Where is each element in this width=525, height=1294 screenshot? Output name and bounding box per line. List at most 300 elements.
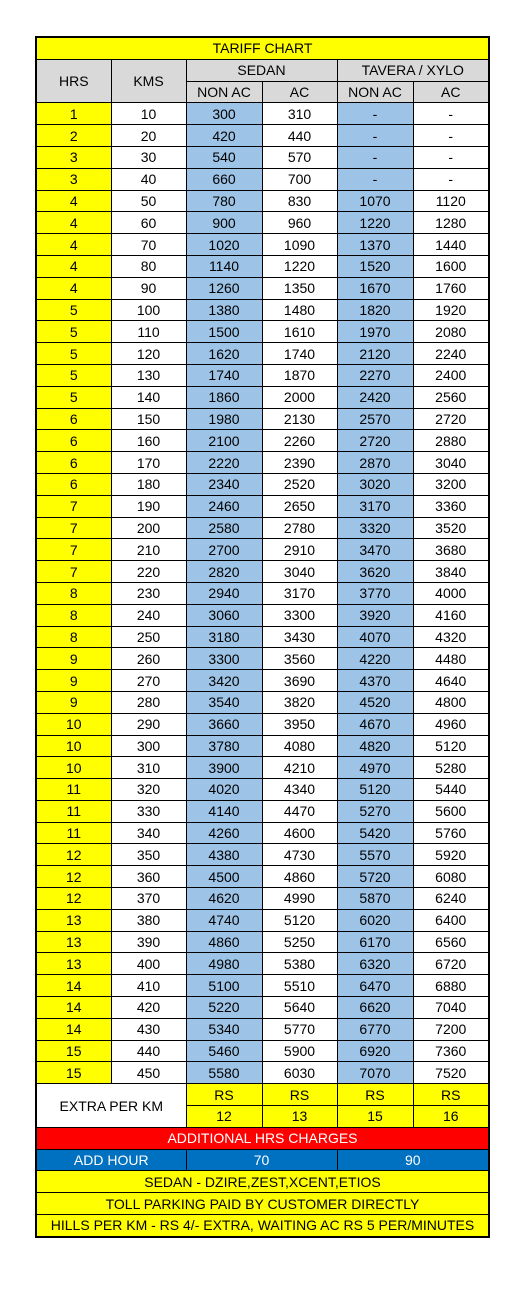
table-row bbox=[36, 517, 489, 539]
cell-hrs: 5 bbox=[36, 299, 111, 321]
cell-kms: 160 bbox=[111, 430, 186, 452]
cell-tavera-non-ac: 6320 bbox=[337, 953, 413, 975]
cell-hrs: 9 bbox=[36, 648, 111, 670]
cell-tavera-non-ac: 1670 bbox=[337, 277, 413, 299]
cell-kms: 440 bbox=[111, 1040, 186, 1062]
cell-kms: 110 bbox=[111, 321, 186, 343]
cell-tavera-non-ac: 4970 bbox=[337, 757, 413, 779]
cell-sedan-ac: 700 bbox=[262, 168, 337, 190]
cell-tavera-ac: 6240 bbox=[413, 888, 489, 910]
cell-sedan-non-ac: 1140 bbox=[186, 255, 262, 277]
cell-sedan-ac: 4340 bbox=[262, 779, 337, 801]
cell-sedan-ac: 3040 bbox=[262, 561, 337, 583]
table-row bbox=[36, 670, 489, 692]
table-row bbox=[36, 430, 489, 452]
chart-title: TARIFF CHART bbox=[36, 37, 489, 59]
cell-tavera-ac: - bbox=[413, 146, 489, 168]
cell-hrs: 4 bbox=[36, 234, 111, 256]
cell-tavera-non-ac: 7070 bbox=[337, 1062, 413, 1084]
cell-sedan-ac: 2260 bbox=[262, 430, 337, 452]
cell-tavera-non-ac: 1970 bbox=[337, 321, 413, 343]
cell-tavera-ac: 3360 bbox=[413, 495, 489, 517]
table-row bbox=[36, 1062, 489, 1084]
cell-hrs: 11 bbox=[36, 822, 111, 844]
cell-sedan-non-ac: 5580 bbox=[186, 1062, 262, 1084]
cell-tavera-non-ac: 1820 bbox=[337, 299, 413, 321]
cell-sedan-non-ac: 2940 bbox=[186, 582, 262, 604]
cell-sedan-non-ac: 3300 bbox=[186, 648, 262, 670]
table-row bbox=[36, 931, 489, 953]
cell-tavera-non-ac: 6020 bbox=[337, 909, 413, 931]
extra-currency: RS bbox=[413, 1084, 489, 1106]
table-row bbox=[36, 190, 489, 212]
cell-sedan-ac: 3430 bbox=[262, 626, 337, 648]
table-row bbox=[36, 909, 489, 931]
cell-sedan-ac: 5510 bbox=[262, 975, 337, 997]
cell-kms: 420 bbox=[111, 997, 186, 1019]
cell-tavera-non-ac: 5720 bbox=[337, 866, 413, 888]
cell-kms: 80 bbox=[111, 255, 186, 277]
header-tavera-ac: AC bbox=[413, 81, 489, 103]
cell-sedan-ac: 2520 bbox=[262, 473, 337, 495]
cell-tavera-ac: 1280 bbox=[413, 212, 489, 234]
cell-tavera-ac: 7200 bbox=[413, 1018, 489, 1040]
cell-tavera-non-ac: 3470 bbox=[337, 539, 413, 561]
table-row bbox=[36, 561, 489, 583]
cell-tavera-non-ac: 1220 bbox=[337, 212, 413, 234]
table-row bbox=[36, 604, 489, 626]
cell-sedan-non-ac: 4020 bbox=[186, 779, 262, 801]
cell-hrs: 10 bbox=[36, 757, 111, 779]
cell-tavera-non-ac: 1070 bbox=[337, 190, 413, 212]
cell-hrs: 2 bbox=[36, 125, 111, 147]
cell-kms: 270 bbox=[111, 670, 186, 692]
cell-sedan-non-ac: 1980 bbox=[186, 408, 262, 430]
extra-value-sedan-non-ac: 12 bbox=[186, 1106, 262, 1128]
table-row bbox=[36, 386, 489, 408]
header-hrs: HRS bbox=[36, 59, 111, 103]
cell-kms: 360 bbox=[111, 866, 186, 888]
cell-sedan-non-ac: 3180 bbox=[186, 626, 262, 648]
cell-sedan-non-ac: 900 bbox=[186, 212, 262, 234]
table-row bbox=[36, 168, 489, 190]
table-row bbox=[36, 277, 489, 299]
cell-sedan-ac: 5770 bbox=[262, 1018, 337, 1040]
cell-kms: 280 bbox=[111, 691, 186, 713]
cell-sedan-non-ac: 3900 bbox=[186, 757, 262, 779]
cell-hrs: 13 bbox=[36, 909, 111, 931]
cell-sedan-ac: 5640 bbox=[262, 997, 337, 1019]
cell-tavera-non-ac: - bbox=[337, 125, 413, 147]
cell-sedan-ac: 3690 bbox=[262, 670, 337, 692]
cell-tavera-ac: 7360 bbox=[413, 1040, 489, 1062]
table-row bbox=[36, 125, 489, 147]
table-row bbox=[36, 452, 489, 474]
cell-sedan-non-ac: 300 bbox=[186, 103, 262, 125]
cell-sedan-non-ac: 4740 bbox=[186, 909, 262, 931]
header-sedan-ac: AC bbox=[262, 81, 337, 103]
table-row bbox=[36, 299, 489, 321]
cell-tavera-ac: 6560 bbox=[413, 931, 489, 953]
cell-sedan-non-ac: 1260 bbox=[186, 277, 262, 299]
table-row bbox=[36, 364, 489, 386]
cell-tavera-ac: 2560 bbox=[413, 386, 489, 408]
cell-kms: 240 bbox=[111, 604, 186, 626]
cell-sedan-non-ac: 2580 bbox=[186, 517, 262, 539]
cell-kms: 340 bbox=[111, 822, 186, 844]
cell-hrs: 14 bbox=[36, 997, 111, 1019]
cell-sedan-non-ac: 1020 bbox=[186, 234, 262, 256]
table-row bbox=[36, 234, 489, 256]
cell-kms: 140 bbox=[111, 386, 186, 408]
cell-hrs: 11 bbox=[36, 779, 111, 801]
cell-tavera-non-ac: 1370 bbox=[337, 234, 413, 256]
cell-tavera-non-ac: 4520 bbox=[337, 691, 413, 713]
table-row bbox=[36, 321, 489, 343]
cell-sedan-ac: 5250 bbox=[262, 931, 337, 953]
table-row bbox=[36, 866, 489, 888]
cell-sedan-ac: 3560 bbox=[262, 648, 337, 670]
cell-sedan-non-ac: 3060 bbox=[186, 604, 262, 626]
cell-sedan-ac: 4990 bbox=[262, 888, 337, 910]
cell-sedan-non-ac: 4980 bbox=[186, 953, 262, 975]
additional-hrs-banner: ADDITIONAL HRS CHARGES bbox=[36, 1127, 489, 1149]
cell-sedan-ac: 4730 bbox=[262, 844, 337, 866]
cell-sedan-ac: 2130 bbox=[262, 408, 337, 430]
cell-sedan-non-ac: 1740 bbox=[186, 364, 262, 386]
cell-sedan-non-ac: 2340 bbox=[186, 473, 262, 495]
cell-sedan-ac: 2000 bbox=[262, 386, 337, 408]
cell-tavera-non-ac: - bbox=[337, 146, 413, 168]
cell-kms: 300 bbox=[111, 735, 186, 757]
table-row bbox=[36, 779, 489, 801]
cell-hrs: 4 bbox=[36, 190, 111, 212]
cell-sedan-ac: 1220 bbox=[262, 255, 337, 277]
cell-sedan-non-ac: 1500 bbox=[186, 321, 262, 343]
table-row bbox=[36, 1018, 489, 1040]
cell-hrs: 15 bbox=[36, 1062, 111, 1084]
cell-hrs: 14 bbox=[36, 975, 111, 997]
cell-sedan-non-ac: 3660 bbox=[186, 713, 262, 735]
cell-hrs: 3 bbox=[36, 146, 111, 168]
table-row bbox=[36, 103, 489, 125]
cell-sedan-non-ac: 4140 bbox=[186, 800, 262, 822]
cell-sedan-ac: 830 bbox=[262, 190, 337, 212]
cell-sedan-non-ac: 2460 bbox=[186, 495, 262, 517]
table-row bbox=[36, 975, 489, 997]
cell-tavera-ac: 2240 bbox=[413, 343, 489, 365]
cell-tavera-ac: 3520 bbox=[413, 517, 489, 539]
cell-tavera-non-ac: 3170 bbox=[337, 495, 413, 517]
cell-kms: 100 bbox=[111, 299, 186, 321]
cell-tavera-ac: 3840 bbox=[413, 561, 489, 583]
cell-sedan-ac: 4860 bbox=[262, 866, 337, 888]
cell-hrs: 6 bbox=[36, 452, 111, 474]
cell-tavera-non-ac: 4070 bbox=[337, 626, 413, 648]
cell-hrs: 8 bbox=[36, 626, 111, 648]
cell-kms: 130 bbox=[111, 364, 186, 386]
cell-tavera-ac: 4800 bbox=[413, 691, 489, 713]
cell-kms: 290 bbox=[111, 713, 186, 735]
cell-tavera-ac: 4640 bbox=[413, 670, 489, 692]
cell-sedan-ac: 440 bbox=[262, 125, 337, 147]
cell-sedan-ac: 3300 bbox=[262, 604, 337, 626]
cell-tavera-ac: 1440 bbox=[413, 234, 489, 256]
cell-hrs: 5 bbox=[36, 364, 111, 386]
cell-sedan-ac: 3950 bbox=[262, 713, 337, 735]
extra-value-tavera-non-ac: 15 bbox=[337, 1106, 413, 1128]
table-row bbox=[36, 844, 489, 866]
cell-tavera-ac: 6400 bbox=[413, 909, 489, 931]
table-row bbox=[36, 757, 489, 779]
cell-sedan-non-ac: 5340 bbox=[186, 1018, 262, 1040]
cell-tavera-ac: 3200 bbox=[413, 473, 489, 495]
cell-sedan-non-ac: 5460 bbox=[186, 1040, 262, 1062]
cell-sedan-ac: 570 bbox=[262, 146, 337, 168]
cell-hrs: 5 bbox=[36, 343, 111, 365]
cell-hrs: 12 bbox=[36, 888, 111, 910]
cell-tavera-non-ac: 3770 bbox=[337, 582, 413, 604]
cell-sedan-ac: 2390 bbox=[262, 452, 337, 474]
cell-tavera-non-ac: - bbox=[337, 168, 413, 190]
cell-sedan-non-ac: 3420 bbox=[186, 670, 262, 692]
cell-sedan-non-ac: 1380 bbox=[186, 299, 262, 321]
cell-hrs: 6 bbox=[36, 430, 111, 452]
cell-tavera-non-ac: 4370 bbox=[337, 670, 413, 692]
cell-tavera-ac: - bbox=[413, 103, 489, 125]
extra-value-sedan-ac: 13 bbox=[262, 1106, 337, 1128]
cell-hrs: 6 bbox=[36, 408, 111, 430]
cell-hrs: 6 bbox=[36, 473, 111, 495]
cell-tavera-non-ac: 2720 bbox=[337, 430, 413, 452]
cell-sedan-non-ac: 3780 bbox=[186, 735, 262, 757]
extra-currency: RS bbox=[337, 1084, 413, 1106]
cell-tavera-ac: 7040 bbox=[413, 997, 489, 1019]
add-hour-label: ADD HOUR bbox=[36, 1149, 186, 1171]
cell-kms: 370 bbox=[111, 888, 186, 910]
table-row bbox=[36, 146, 489, 168]
extra-value-tavera-ac: 16 bbox=[413, 1106, 489, 1128]
table-row bbox=[36, 1040, 489, 1062]
cell-kms: 20 bbox=[111, 125, 186, 147]
cell-sedan-non-ac: 2820 bbox=[186, 561, 262, 583]
cell-tavera-non-ac: 5120 bbox=[337, 779, 413, 801]
cell-sedan-ac: 4470 bbox=[262, 800, 337, 822]
cell-tavera-ac: 1920 bbox=[413, 299, 489, 321]
cell-hrs: 7 bbox=[36, 539, 111, 561]
cell-hrs: 10 bbox=[36, 713, 111, 735]
cell-tavera-ac: 4320 bbox=[413, 626, 489, 648]
cell-tavera-non-ac: 6170 bbox=[337, 931, 413, 953]
cell-sedan-ac: 4210 bbox=[262, 757, 337, 779]
cell-tavera-non-ac: 3020 bbox=[337, 473, 413, 495]
header-sedan: SEDAN bbox=[186, 59, 337, 81]
cell-sedan-non-ac: 4380 bbox=[186, 844, 262, 866]
cell-kms: 150 bbox=[111, 408, 186, 430]
table-row bbox=[36, 953, 489, 975]
cell-sedan-ac: 1090 bbox=[262, 234, 337, 256]
cell-hrs: 8 bbox=[36, 582, 111, 604]
cell-tavera-non-ac: 5570 bbox=[337, 844, 413, 866]
table-row bbox=[36, 343, 489, 365]
cell-sedan-non-ac: 540 bbox=[186, 146, 262, 168]
cell-tavera-ac: 5440 bbox=[413, 779, 489, 801]
cell-hrs: 1 bbox=[36, 103, 111, 125]
cell-hrs: 10 bbox=[36, 735, 111, 757]
cell-hrs: 11 bbox=[36, 800, 111, 822]
cell-sedan-ac: 960 bbox=[262, 212, 337, 234]
cell-sedan-non-ac: 5220 bbox=[186, 997, 262, 1019]
cell-tavera-non-ac: 6770 bbox=[337, 1018, 413, 1040]
cell-tavera-non-ac: 5270 bbox=[337, 800, 413, 822]
cell-hrs: 9 bbox=[36, 691, 111, 713]
cell-tavera-ac: 2400 bbox=[413, 364, 489, 386]
table-row bbox=[36, 212, 489, 234]
cell-hrs: 4 bbox=[36, 255, 111, 277]
cell-kms: 380 bbox=[111, 909, 186, 931]
cell-hrs: 3 bbox=[36, 168, 111, 190]
table-row bbox=[36, 997, 489, 1019]
cell-sedan-non-ac: 1860 bbox=[186, 386, 262, 408]
cell-kms: 170 bbox=[111, 452, 186, 474]
cell-sedan-ac: 1480 bbox=[262, 299, 337, 321]
cell-kms: 70 bbox=[111, 234, 186, 256]
cell-kms: 10 bbox=[111, 103, 186, 125]
cell-sedan-ac: 5120 bbox=[262, 909, 337, 931]
cell-tavera-ac: 2720 bbox=[413, 408, 489, 430]
cell-tavera-non-ac: 6620 bbox=[337, 997, 413, 1019]
cell-kms: 230 bbox=[111, 582, 186, 604]
cell-hrs: 8 bbox=[36, 604, 111, 626]
add-hour-sedan: 70 bbox=[186, 1149, 337, 1171]
cell-tavera-non-ac: 2420 bbox=[337, 386, 413, 408]
cell-tavera-ac: 5760 bbox=[413, 822, 489, 844]
cell-kms: 60 bbox=[111, 212, 186, 234]
cell-tavera-non-ac: 3920 bbox=[337, 604, 413, 626]
table-row bbox=[36, 626, 489, 648]
cell-hrs: 13 bbox=[36, 931, 111, 953]
cell-sedan-non-ac: 2700 bbox=[186, 539, 262, 561]
cell-kms: 320 bbox=[111, 779, 186, 801]
table-row bbox=[36, 473, 489, 495]
cell-kms: 450 bbox=[111, 1062, 186, 1084]
cell-sedan-ac: 6030 bbox=[262, 1062, 337, 1084]
cell-kms: 190 bbox=[111, 495, 186, 517]
cell-sedan-non-ac: 660 bbox=[186, 168, 262, 190]
cell-kms: 390 bbox=[111, 931, 186, 953]
cell-tavera-non-ac: 2120 bbox=[337, 343, 413, 365]
header-tavera-non-ac: NON AC bbox=[337, 81, 413, 103]
cell-sedan-non-ac: 4500 bbox=[186, 866, 262, 888]
cell-tavera-ac: 2080 bbox=[413, 321, 489, 343]
table-row bbox=[36, 735, 489, 757]
cell-sedan-non-ac: 780 bbox=[186, 190, 262, 212]
cell-sedan-non-ac: 1620 bbox=[186, 343, 262, 365]
cell-tavera-non-ac: 5870 bbox=[337, 888, 413, 910]
cell-hrs: 13 bbox=[36, 953, 111, 975]
cell-tavera-ac: 5600 bbox=[413, 800, 489, 822]
cell-tavera-non-ac: 3320 bbox=[337, 517, 413, 539]
cell-sedan-ac: 4600 bbox=[262, 822, 337, 844]
cell-hrs: 5 bbox=[36, 386, 111, 408]
cell-sedan-ac: 1610 bbox=[262, 321, 337, 343]
cell-tavera-ac: 6080 bbox=[413, 866, 489, 888]
cell-kms: 120 bbox=[111, 343, 186, 365]
cell-kms: 260 bbox=[111, 648, 186, 670]
cell-tavera-non-ac: - bbox=[337, 103, 413, 125]
cell-tavera-ac: 5920 bbox=[413, 844, 489, 866]
table-row bbox=[36, 648, 489, 670]
header-sedan-non-ac: NON AC bbox=[186, 81, 262, 103]
table-row bbox=[36, 495, 489, 517]
table-row bbox=[36, 408, 489, 430]
cell-sedan-ac: 1740 bbox=[262, 343, 337, 365]
cell-tavera-ac: 4480 bbox=[413, 648, 489, 670]
cell-sedan-ac: 310 bbox=[262, 103, 337, 125]
cell-sedan-ac: 5900 bbox=[262, 1040, 337, 1062]
cell-tavera-non-ac: 3620 bbox=[337, 561, 413, 583]
cell-kms: 330 bbox=[111, 800, 186, 822]
cell-hrs: 12 bbox=[36, 866, 111, 888]
cell-hrs: 5 bbox=[36, 321, 111, 343]
cell-tavera-ac: 4960 bbox=[413, 713, 489, 735]
cell-sedan-non-ac: 2220 bbox=[186, 452, 262, 474]
table-row bbox=[36, 539, 489, 561]
cell-sedan-non-ac: 4860 bbox=[186, 931, 262, 953]
cell-tavera-non-ac: 1520 bbox=[337, 255, 413, 277]
add-hour-tavera: 90 bbox=[337, 1149, 489, 1171]
cell-kms: 430 bbox=[111, 1018, 186, 1040]
cell-sedan-non-ac: 4260 bbox=[186, 822, 262, 844]
cell-sedan-non-ac: 4620 bbox=[186, 888, 262, 910]
table-row bbox=[36, 255, 489, 277]
cell-tavera-ac: 3680 bbox=[413, 539, 489, 561]
cell-kms: 50 bbox=[111, 190, 186, 212]
cell-tavera-ac: 1760 bbox=[413, 277, 489, 299]
cell-sedan-ac: 2780 bbox=[262, 517, 337, 539]
note-sedan-models: SEDAN - DZIRE,ZEST,XCENT,ETIOS bbox=[36, 1171, 489, 1193]
note-toll-parking: TOLL PARKING PAID BY CUSTOMER DIRECTLY bbox=[36, 1193, 489, 1215]
cell-tavera-ac: - bbox=[413, 125, 489, 147]
cell-kms: 350 bbox=[111, 844, 186, 866]
cell-kms: 220 bbox=[111, 561, 186, 583]
table-row bbox=[36, 822, 489, 844]
table-row bbox=[36, 582, 489, 604]
cell-tavera-non-ac: 2270 bbox=[337, 364, 413, 386]
cell-tavera-ac: 4000 bbox=[413, 582, 489, 604]
cell-hrs: 14 bbox=[36, 1018, 111, 1040]
cell-kms: 310 bbox=[111, 757, 186, 779]
cell-tavera-ac: 5280 bbox=[413, 757, 489, 779]
cell-tavera-ac: 1120 bbox=[413, 190, 489, 212]
cell-sedan-non-ac: 5100 bbox=[186, 975, 262, 997]
cell-hrs: 12 bbox=[36, 844, 111, 866]
cell-hrs: 4 bbox=[36, 212, 111, 234]
cell-tavera-non-ac: 6920 bbox=[337, 1040, 413, 1062]
cell-tavera-ac: 7520 bbox=[413, 1062, 489, 1084]
cell-hrs: 9 bbox=[36, 670, 111, 692]
note-hills-waiting: HILLS PER KM - RS 4/- EXTRA, WAITING AC RS 5 PER/MINUTES bbox=[36, 1215, 489, 1237]
cell-kms: 90 bbox=[111, 277, 186, 299]
extra-per-km-label: EXTRA PER KM bbox=[36, 1084, 186, 1128]
table-row bbox=[36, 691, 489, 713]
header-kms: KMS bbox=[111, 59, 186, 103]
cell-tavera-non-ac: 4670 bbox=[337, 713, 413, 735]
cell-tavera-non-ac: 4220 bbox=[337, 648, 413, 670]
cell-tavera-non-ac: 4820 bbox=[337, 735, 413, 757]
cell-kms: 210 bbox=[111, 539, 186, 561]
cell-hrs: 7 bbox=[36, 517, 111, 539]
